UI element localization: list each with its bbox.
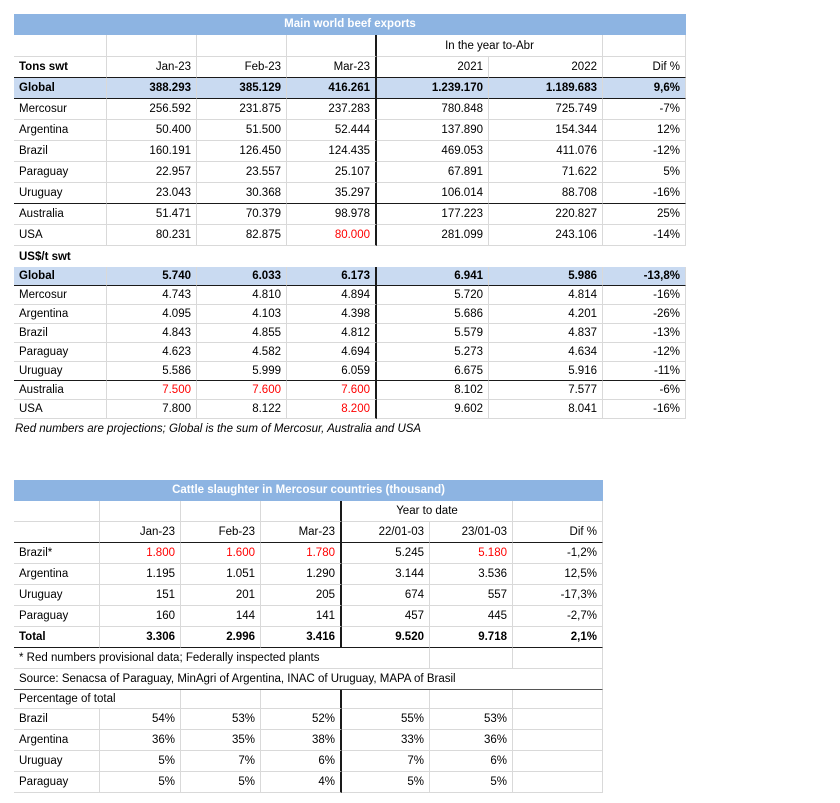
table-title: Cattle slaughter in Mercosur countries (thousand) xyxy=(14,480,603,501)
value-cell: 4.201 xyxy=(489,305,603,324)
cell xyxy=(181,501,261,522)
table-title: Main world beef exports xyxy=(14,14,686,35)
table-row xyxy=(14,543,603,564)
value-cell: 67.891 xyxy=(377,162,489,183)
table-row xyxy=(14,585,603,606)
value-cell: 55% xyxy=(342,709,430,730)
value-cell: 5% xyxy=(100,772,181,793)
row-label: Global xyxy=(14,267,107,286)
value-cell: 6.675 xyxy=(377,362,489,381)
value-cell: -7% xyxy=(603,99,686,120)
value-cell: 12% xyxy=(603,120,686,141)
value-cell: 6.033 xyxy=(197,267,287,286)
value-cell: 7.600 xyxy=(197,381,287,400)
table-row xyxy=(14,120,686,141)
value-cell: 3.144 xyxy=(342,564,430,585)
table-row xyxy=(14,564,603,585)
value-cell: 1.195 xyxy=(100,564,181,585)
value-cell: -26% xyxy=(603,305,686,324)
value-cell: -11% xyxy=(603,362,686,381)
row-label: Global xyxy=(14,78,107,99)
value-cell: 4.103 xyxy=(197,305,287,324)
cell xyxy=(603,35,686,57)
value-cell: 25.107 xyxy=(287,162,377,183)
beef-exports-grid xyxy=(14,35,686,419)
value-cell: 7.600 xyxy=(287,381,377,400)
value-cell: 1.051 xyxy=(181,564,261,585)
cell xyxy=(181,690,261,709)
value-cell: 6% xyxy=(430,751,513,772)
value-cell: 88.708 xyxy=(489,183,603,204)
value-cell: 4% xyxy=(261,772,342,793)
cell xyxy=(430,648,513,669)
source-note: Source: Senacsa of Paraguay, MinAgri of Argentina, INAC of Uruguay, MAPA of Brasil xyxy=(14,669,603,690)
col-header: 22/01-03 xyxy=(342,522,430,543)
cell xyxy=(287,35,377,57)
col-header: Jan-23 xyxy=(107,57,197,78)
row-label: Paraguay xyxy=(14,162,107,183)
cell xyxy=(430,690,513,709)
value-cell: 22.957 xyxy=(107,162,197,183)
value-cell: 53% xyxy=(430,709,513,730)
section-label: Tons swt xyxy=(14,57,107,78)
value-cell: 35% xyxy=(181,730,261,751)
table-footnote: * Red numbers provisional data; Federally inspected plants xyxy=(14,648,430,669)
row-label: Uruguay xyxy=(14,362,107,381)
section-label: US$/t swt xyxy=(19,250,71,263)
section-label: Percentage of total xyxy=(14,690,181,709)
value-cell: 8.102 xyxy=(377,381,489,400)
value-cell: -16% xyxy=(603,400,686,419)
value-cell: 98.978 xyxy=(287,204,377,225)
col-header: Feb-23 xyxy=(197,57,287,78)
value-cell: 5.986 xyxy=(489,267,603,286)
row-label: Total xyxy=(14,627,100,648)
value-cell: 780.848 xyxy=(377,99,489,120)
row-label: Uruguay xyxy=(14,585,100,606)
row-label: Argentina xyxy=(14,120,107,141)
value-cell: 8.200 xyxy=(287,400,377,419)
value-cell: 5.180 xyxy=(430,543,513,564)
value-cell: 5.579 xyxy=(377,324,489,343)
value-cell: -13,8% xyxy=(603,267,686,286)
row-label: Paraguay xyxy=(14,606,100,627)
value-cell: 6.941 xyxy=(377,267,489,286)
row-label: Brazil xyxy=(14,141,107,162)
value-cell: 5% xyxy=(100,751,181,772)
value-cell: 220.827 xyxy=(489,204,603,225)
value-cell: 674 xyxy=(342,585,430,606)
row-label: USA xyxy=(14,225,107,246)
value-cell: 5% xyxy=(342,772,430,793)
value-cell: -17,3% xyxy=(513,585,603,606)
value-cell: -16% xyxy=(603,286,686,305)
row-label: Argentina xyxy=(14,730,100,751)
value-cell: 8.122 xyxy=(197,400,287,419)
value-cell: 141 xyxy=(261,606,342,627)
value-cell: 154.344 xyxy=(489,120,603,141)
value-cell: 256.592 xyxy=(107,99,197,120)
row-label: Brazil xyxy=(14,324,107,343)
table-footnote: Red numbers are projections; Global is the sum of Mercosur, Australia and USA xyxy=(15,423,422,435)
table-row xyxy=(14,400,686,419)
table-row xyxy=(14,730,603,751)
cell xyxy=(261,501,342,522)
table-row xyxy=(14,286,686,305)
col-header: 2022 xyxy=(489,57,603,78)
cell xyxy=(14,501,100,522)
value-cell: 35.297 xyxy=(287,183,377,204)
value-cell: 7% xyxy=(181,751,261,772)
value-cell: 4.694 xyxy=(287,343,377,362)
table-row xyxy=(14,324,686,343)
value-cell: 411.076 xyxy=(489,141,603,162)
value-cell: 4.810 xyxy=(197,286,287,305)
cell xyxy=(342,690,430,709)
value-cell: 4.582 xyxy=(197,343,287,362)
value-cell: 82.875 xyxy=(197,225,287,246)
value-cell: -12% xyxy=(603,141,686,162)
value-cell: 4.814 xyxy=(489,286,603,305)
cell xyxy=(100,501,181,522)
value-cell: 3.306 xyxy=(100,627,181,648)
value-cell: 1.239.170 xyxy=(377,78,489,99)
value-cell: 457 xyxy=(342,606,430,627)
value-cell: 80.000 xyxy=(287,225,377,246)
col-header: Mar-23 xyxy=(261,522,342,543)
value-cell: 4.812 xyxy=(287,324,377,343)
value-cell xyxy=(513,709,603,730)
row-label: Brazil* xyxy=(14,543,100,564)
value-cell: 416.261 xyxy=(287,78,377,99)
row-label: Argentina xyxy=(14,564,100,585)
cell xyxy=(14,35,107,57)
table-row xyxy=(14,99,686,120)
value-cell: 23.043 xyxy=(107,183,197,204)
value-cell: 3.536 xyxy=(430,564,513,585)
section-label-row xyxy=(14,246,686,267)
value-cell: 25% xyxy=(603,204,686,225)
table-row xyxy=(14,362,686,381)
cell xyxy=(513,690,603,709)
row-label: Paraguay xyxy=(14,343,107,362)
value-cell: 3.416 xyxy=(261,627,342,648)
row-label: Mercosur xyxy=(14,99,107,120)
value-cell: 4.843 xyxy=(107,324,197,343)
cell xyxy=(513,501,603,522)
value-cell: 4.623 xyxy=(107,343,197,362)
cell xyxy=(261,690,342,709)
value-cell: 4.095 xyxy=(107,305,197,324)
value-cell: 2.996 xyxy=(181,627,261,648)
cattle-slaughter-grid xyxy=(14,501,603,793)
value-cell: 281.099 xyxy=(377,225,489,246)
value-cell: 106.014 xyxy=(377,183,489,204)
value-cell: -13% xyxy=(603,324,686,343)
value-cell: 5% xyxy=(603,162,686,183)
row-label: Mercosur xyxy=(14,286,107,305)
row-label: Argentina xyxy=(14,305,107,324)
value-cell: 36% xyxy=(430,730,513,751)
row-label: Paraguay xyxy=(14,772,100,793)
value-cell: 7.800 xyxy=(107,400,197,419)
col-header: Dif % xyxy=(513,522,603,543)
table-row xyxy=(14,183,686,204)
value-cell: 54% xyxy=(100,709,181,730)
value-cell: 557 xyxy=(430,585,513,606)
value-cell: 9,6% xyxy=(603,78,686,99)
value-cell: 160 xyxy=(100,606,181,627)
value-cell: 5.916 xyxy=(489,362,603,381)
value-cell: 126.450 xyxy=(197,141,287,162)
row-label: Brazil xyxy=(14,709,100,730)
value-cell: 70.379 xyxy=(197,204,287,225)
value-cell: 385.129 xyxy=(197,78,287,99)
table-row xyxy=(14,78,686,99)
value-cell: 4.634 xyxy=(489,343,603,362)
column-header-row xyxy=(14,522,603,543)
value-cell: 53% xyxy=(181,709,261,730)
col-header: 23/01-03 xyxy=(430,522,513,543)
table-row xyxy=(14,204,686,225)
value-cell: 6.173 xyxy=(287,267,377,286)
value-cell: 4.398 xyxy=(287,305,377,324)
col-header: Mar-23 xyxy=(287,57,377,78)
value-cell: 5.273 xyxy=(377,343,489,362)
value-cell: -12% xyxy=(603,343,686,362)
header-band-row xyxy=(14,501,603,522)
value-cell: 5.740 xyxy=(107,267,197,286)
row-label: USA xyxy=(14,400,107,419)
value-cell: 725.749 xyxy=(489,99,603,120)
value-cell: 124.435 xyxy=(287,141,377,162)
col-header: 2021 xyxy=(377,57,489,78)
value-cell: 9.520 xyxy=(342,627,430,648)
value-cell: 5.586 xyxy=(107,362,197,381)
year-to-date-header: In the year to-Abr xyxy=(377,35,603,57)
value-cell: 445 xyxy=(430,606,513,627)
value-cell: 1.290 xyxy=(261,564,342,585)
value-cell: 201 xyxy=(181,585,261,606)
value-cell: 23.557 xyxy=(197,162,287,183)
value-cell xyxy=(513,772,603,793)
value-cell: -16% xyxy=(603,183,686,204)
value-cell: 52.444 xyxy=(287,120,377,141)
cattle-slaughter-table xyxy=(14,480,603,793)
value-cell: 7% xyxy=(342,751,430,772)
table-row xyxy=(14,772,603,793)
footnote-row xyxy=(14,669,603,690)
value-cell: 51.471 xyxy=(107,204,197,225)
row-label: Uruguay xyxy=(14,183,107,204)
value-cell: 33% xyxy=(342,730,430,751)
value-cell: 51.500 xyxy=(197,120,287,141)
table-row xyxy=(14,381,686,400)
cell xyxy=(197,35,287,57)
value-cell: 1.780 xyxy=(261,543,342,564)
value-cell: 8.041 xyxy=(489,400,603,419)
table-row xyxy=(14,627,603,648)
value-cell: 38% xyxy=(261,730,342,751)
value-cell xyxy=(513,730,603,751)
value-cell xyxy=(513,751,603,772)
value-cell: 205 xyxy=(261,585,342,606)
section-label-row xyxy=(14,690,603,709)
table-row xyxy=(14,606,603,627)
value-cell: 80.231 xyxy=(107,225,197,246)
table-row xyxy=(14,751,603,772)
beef-exports-table xyxy=(14,14,686,435)
value-cell: 5.720 xyxy=(377,286,489,305)
value-cell: 469.053 xyxy=(377,141,489,162)
value-cell: 1.800 xyxy=(100,543,181,564)
value-cell: 6% xyxy=(261,751,342,772)
value-cell: 36% xyxy=(100,730,181,751)
table-row xyxy=(14,267,686,286)
cell xyxy=(513,648,603,669)
value-cell: -1,2% xyxy=(513,543,603,564)
value-cell: -2,7% xyxy=(513,606,603,627)
value-cell: 7.500 xyxy=(107,381,197,400)
value-cell: -6% xyxy=(603,381,686,400)
value-cell: 71.622 xyxy=(489,162,603,183)
value-cell: 50.400 xyxy=(107,120,197,141)
col-header xyxy=(14,522,100,543)
value-cell: 6.059 xyxy=(287,362,377,381)
value-cell: 237.283 xyxy=(287,99,377,120)
table-row xyxy=(14,162,686,183)
value-cell: 7.577 xyxy=(489,381,603,400)
value-cell: 5.686 xyxy=(377,305,489,324)
value-cell: 4.743 xyxy=(107,286,197,305)
value-cell: 1.189.683 xyxy=(489,78,603,99)
column-header-row xyxy=(14,57,686,78)
value-cell: 4.855 xyxy=(197,324,287,343)
footnote-row xyxy=(14,648,603,669)
table-row xyxy=(14,305,686,324)
value-cell: -14% xyxy=(603,225,686,246)
value-cell: 52% xyxy=(261,709,342,730)
value-cell: 5.245 xyxy=(342,543,430,564)
row-label: Australia xyxy=(14,381,107,400)
value-cell: 30.368 xyxy=(197,183,287,204)
row-label: Uruguay xyxy=(14,751,100,772)
value-cell: 1.600 xyxy=(181,543,261,564)
table-row xyxy=(14,141,686,162)
value-cell: 12,5% xyxy=(513,564,603,585)
value-cell: 151 xyxy=(100,585,181,606)
value-cell: 4.837 xyxy=(489,324,603,343)
value-cell: 388.293 xyxy=(107,78,197,99)
col-header: Feb-23 xyxy=(181,522,261,543)
table-row xyxy=(14,709,603,730)
year-to-date-header: Year to date xyxy=(342,501,513,522)
value-cell: 5.999 xyxy=(197,362,287,381)
value-cell: 5% xyxy=(181,772,261,793)
value-cell: 144 xyxy=(181,606,261,627)
value-cell: 9.602 xyxy=(377,400,489,419)
value-cell: 5% xyxy=(430,772,513,793)
value-cell: 243.106 xyxy=(489,225,603,246)
value-cell: 4.894 xyxy=(287,286,377,305)
value-cell: 177.223 xyxy=(377,204,489,225)
header-band-row xyxy=(14,35,686,57)
col-header: Dif % xyxy=(603,57,686,78)
table-row xyxy=(14,343,686,362)
value-cell: 2,1% xyxy=(513,627,603,648)
value-cell: 9.718 xyxy=(430,627,513,648)
col-header: Jan-23 xyxy=(100,522,181,543)
value-cell: 231.875 xyxy=(197,99,287,120)
row-label: Australia xyxy=(14,204,107,225)
value-cell: 137.890 xyxy=(377,120,489,141)
value-cell: 160.191 xyxy=(107,141,197,162)
table-row xyxy=(14,225,686,246)
cell xyxy=(107,35,197,57)
